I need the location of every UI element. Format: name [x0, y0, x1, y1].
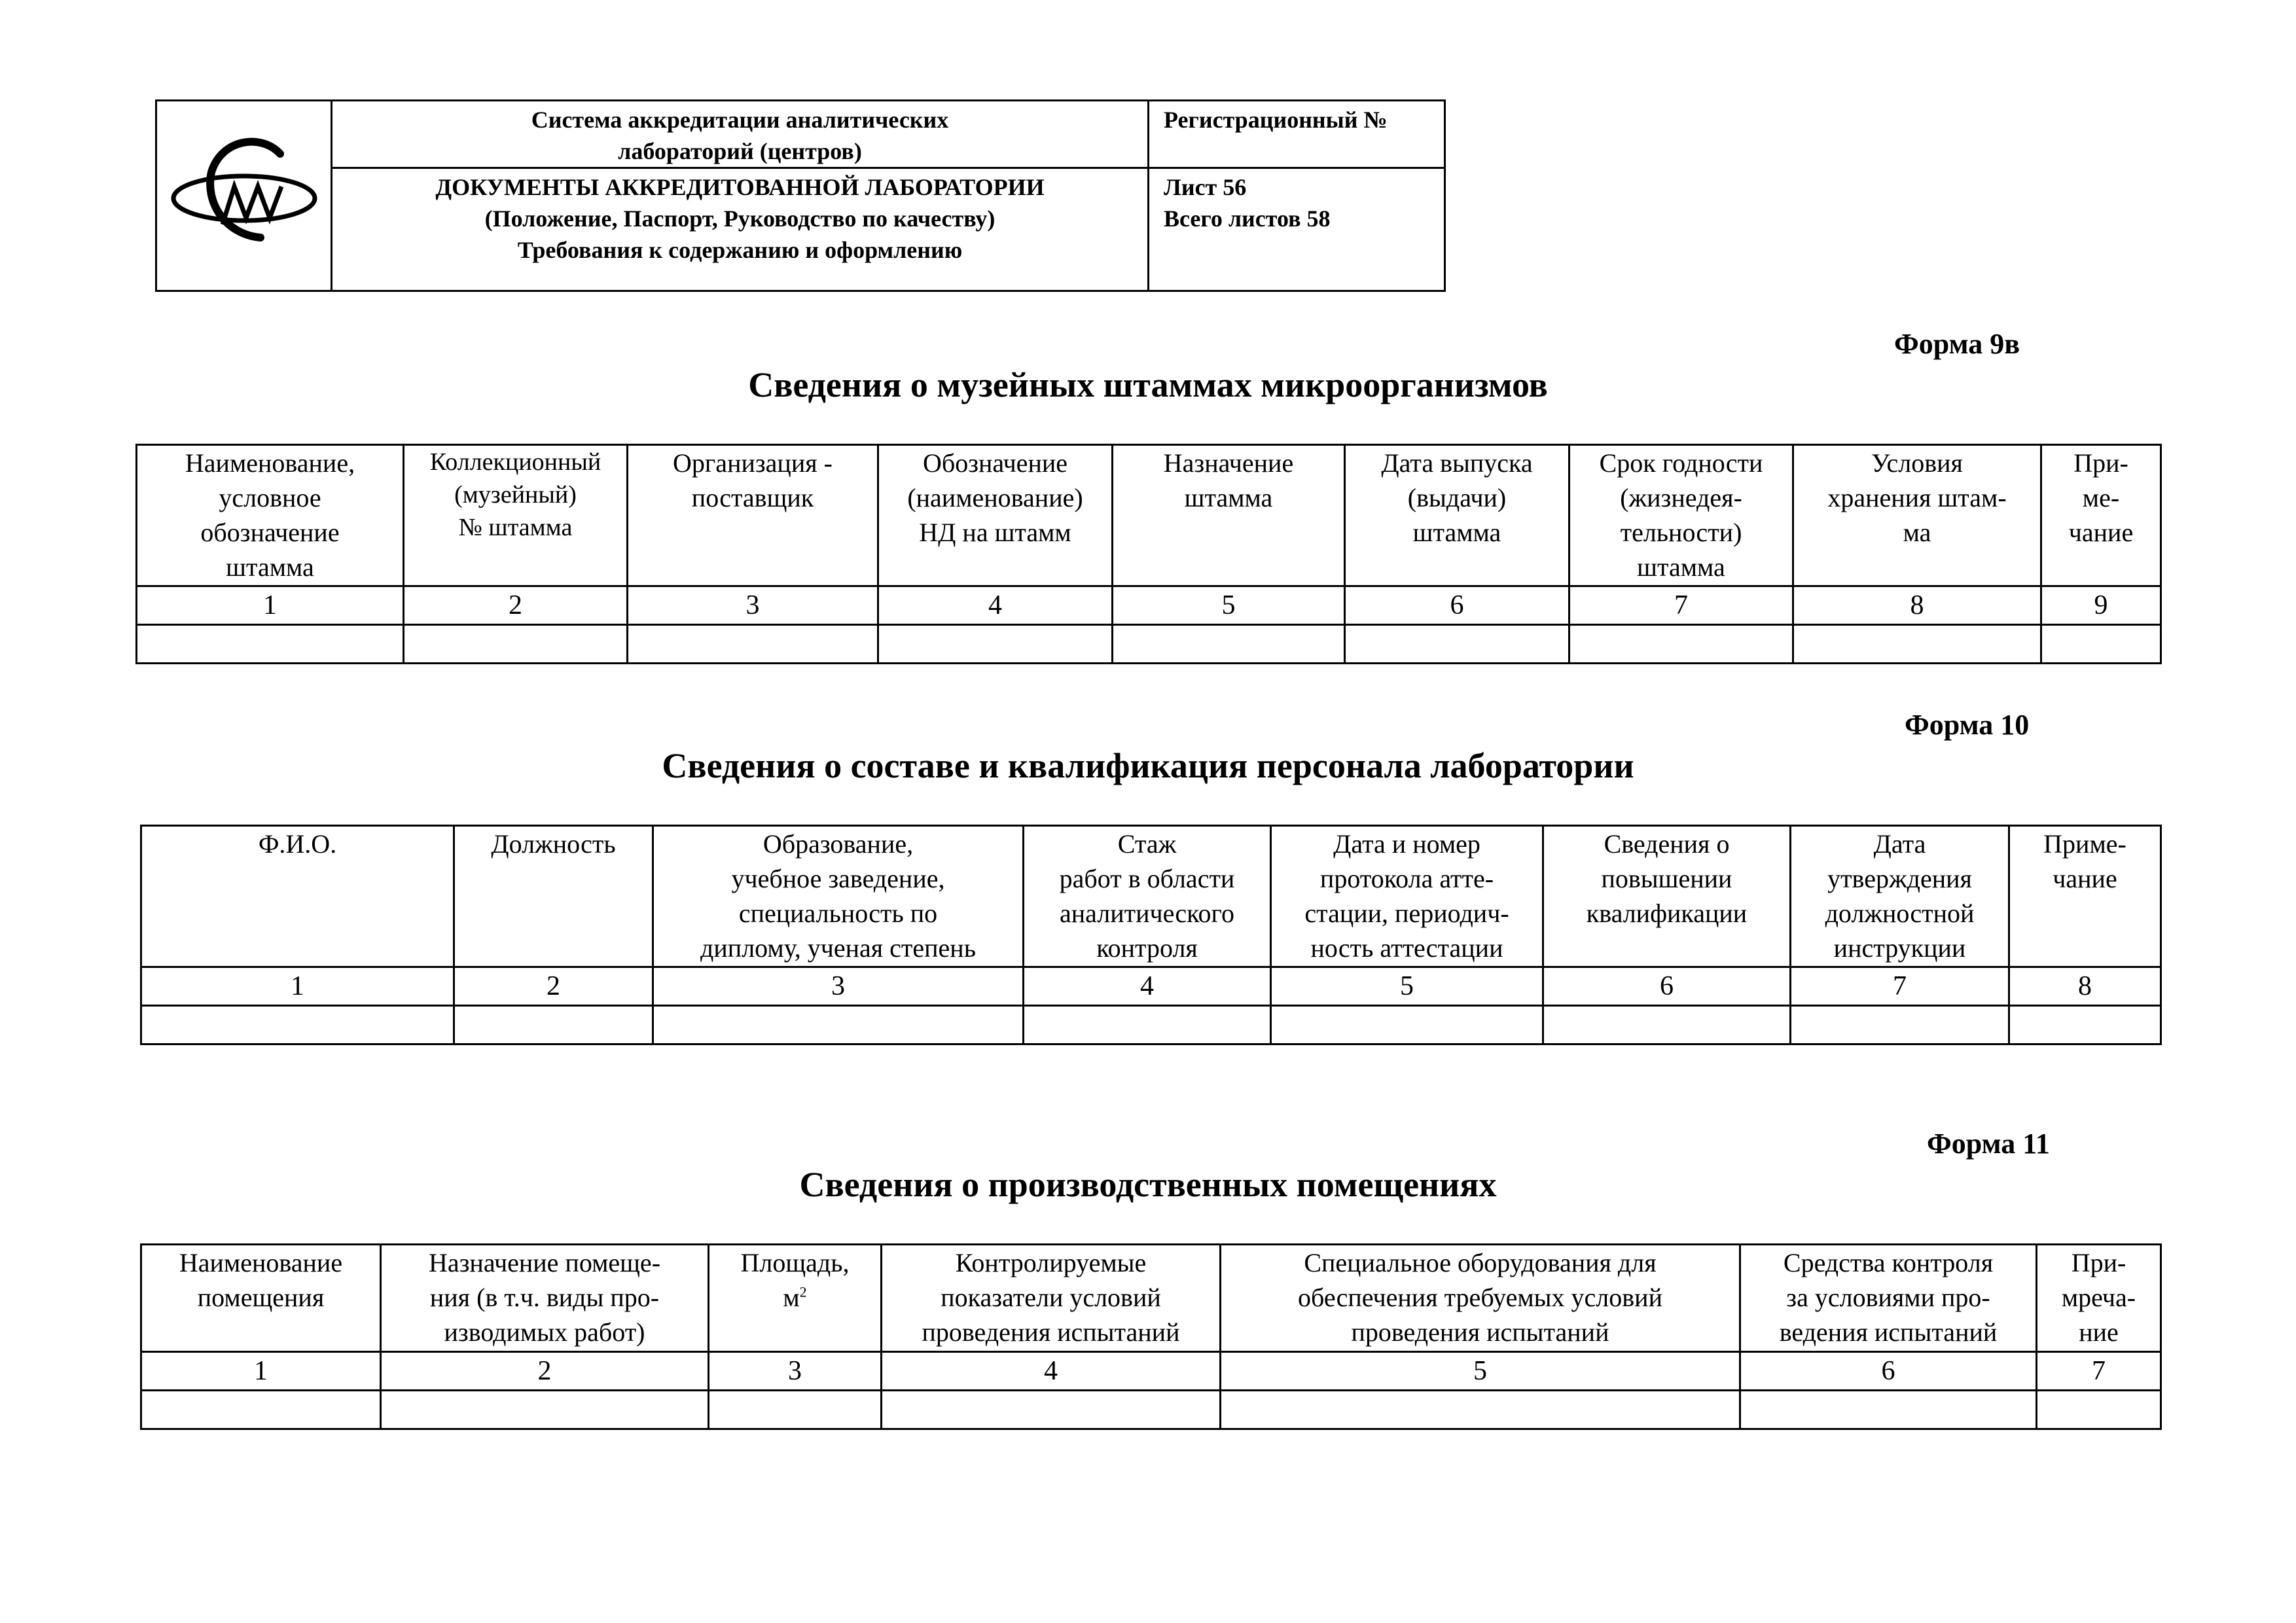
sheet-number: Лист 56: [1164, 174, 1247, 200]
column-header: [1221, 1245, 1740, 1352]
header-line: ние: [2079, 1317, 2119, 1347]
empty-cell: [1024, 1006, 1271, 1044]
header-line: чание: [2068, 518, 2134, 547]
column-number-row: [141, 1352, 2161, 1391]
header-line: тельности): [1620, 518, 1742, 547]
column-number: 3: [653, 967, 1024, 1006]
header-line: штамма: [226, 552, 314, 582]
form-10-table: [140, 825, 2162, 1045]
header-line: Ф.И.О.: [258, 829, 337, 859]
column-number: 5: [1113, 586, 1345, 625]
header-line: Наименование: [179, 1248, 343, 1277]
header-line: При-: [2073, 448, 2128, 478]
header-line: НД на штамм: [919, 518, 1071, 547]
column-number: 7: [1570, 586, 1793, 625]
column-number: 6: [1345, 586, 1570, 625]
header-stamp: [155, 99, 1446, 292]
form-9v-label: Форма 9в: [1894, 328, 2020, 360]
empty-cell: [878, 625, 1113, 664]
form-9v-table: [135, 444, 2162, 664]
table-header-row: [141, 826, 2161, 967]
empty-cell: [2037, 1391, 2161, 1429]
form-10-label: Форма 10: [1905, 709, 2030, 741]
column-header: [1791, 826, 2009, 967]
empty-data-row: [137, 625, 2161, 664]
header-line: Коллекционный: [429, 448, 601, 476]
document-title-line1: ДОКУМЕНТЫ АККРЕДИТОВАННОЙ ЛАБОРАТОРИИ: [435, 174, 1045, 200]
column-number: 3: [709, 1352, 882, 1391]
header-line: чание: [2053, 864, 2117, 893]
registration-label: Регистрационный №: [1164, 107, 1388, 133]
header-line: штамма: [1184, 483, 1273, 512]
empty-data-row: [141, 1006, 2161, 1044]
header-line: поставщик: [691, 483, 814, 512]
column-header: [381, 1245, 709, 1352]
column-number: 4: [882, 1352, 1221, 1391]
area-unit: м: [783, 1283, 800, 1312]
column-number: 4: [1024, 967, 1271, 1006]
header-line: Контролируемые: [955, 1248, 1147, 1277]
header-line: диплому, ученая степень: [700, 933, 976, 963]
empty-cell: [454, 1006, 653, 1044]
sheet-info-cell: [1149, 168, 1445, 291]
document-title-line2: (Положение, Паспорт, Руководство по качеству): [484, 205, 996, 232]
document-title-cell: [332, 168, 1149, 291]
header-line: При-: [2071, 1248, 2126, 1277]
document-title-line3: Требования к содержанию и оформлению: [517, 237, 963, 263]
header-line: условное: [219, 483, 321, 512]
form-11-table: [140, 1243, 2162, 1430]
column-header: [653, 826, 1024, 967]
column-number: 2: [454, 967, 653, 1006]
header-line: (жизнедея-: [1620, 483, 1742, 512]
header-line: штамма: [1412, 518, 1501, 547]
column-header: [1345, 445, 1570, 586]
empty-data-row: [141, 1391, 2161, 1429]
header-line: Срок годности: [1599, 448, 1763, 478]
header-line: Обозначение: [922, 448, 1068, 478]
header-line: Дата и номер: [1333, 829, 1480, 859]
column-number: 1: [141, 1352, 381, 1391]
column-number: 5: [1221, 1352, 1740, 1391]
table-header-row: [141, 1245, 2161, 1352]
column-number-row: [141, 967, 2161, 1006]
empty-cell: [709, 1391, 882, 1429]
header-line: аналитического: [1060, 899, 1234, 928]
header-line: Условия: [1871, 448, 1963, 478]
column-header: [1570, 445, 1793, 586]
column-header: [141, 1245, 381, 1352]
logo-cell: [156, 101, 332, 291]
column-header: [404, 445, 628, 586]
header-line: (выдачи): [1407, 483, 1507, 512]
header-line: протокола атте-: [1319, 864, 1494, 893]
header-line: проведения испытаний: [922, 1317, 1180, 1347]
header-line: Дата выпуска: [1381, 448, 1533, 478]
column-number: 6: [1740, 1352, 2037, 1391]
header-line: Стаж: [1117, 829, 1177, 859]
empty-cell: [1345, 625, 1570, 664]
column-header: [1793, 445, 2041, 586]
header-line: работ в области: [1059, 864, 1235, 893]
column-header: [882, 1245, 1221, 1352]
header-line: ме-: [2082, 483, 2120, 512]
header-line: обозначение: [200, 518, 340, 547]
column-header: [141, 826, 454, 967]
header-line: стации, периодич-: [1304, 899, 1509, 928]
empty-cell: [1791, 1006, 2009, 1044]
header-line: (наименование): [907, 483, 1083, 512]
empty-cell: [1793, 625, 2041, 664]
empty-cell: [137, 625, 404, 664]
header-line: Приме-: [2043, 829, 2126, 859]
header-line: Должность: [491, 829, 616, 859]
header-line: № штамма: [458, 514, 573, 541]
header-line: (музейный): [454, 481, 577, 508]
form-10-title: Сведения о составе и квалификация персонала лаборатории: [662, 746, 1634, 785]
header-line: [709, 1280, 880, 1315]
empty-cell: [2009, 1006, 2161, 1044]
column-header: [1543, 826, 1791, 967]
header-line: Средства контроля: [1783, 1248, 1994, 1277]
header-line: Организация -: [673, 448, 833, 478]
header-line: изводимых работ): [444, 1317, 645, 1347]
empty-cell: [882, 1391, 1221, 1429]
empty-cell: [2041, 625, 2161, 664]
empty-cell: [653, 1006, 1024, 1044]
column-number: 5: [1271, 967, 1543, 1006]
empty-cell: [1271, 1006, 1543, 1044]
column-header: [137, 445, 404, 586]
column-header: [628, 445, 878, 586]
empty-cell: [1113, 625, 1345, 664]
column-header: [2009, 826, 2161, 967]
table-header-row: [137, 445, 2161, 586]
column-number: 9: [2041, 586, 2161, 625]
column-number: 6: [1543, 967, 1791, 1006]
column-number: 1: [141, 967, 454, 1006]
column-number: 2: [381, 1352, 709, 1391]
header-line: должностной: [1825, 899, 1975, 928]
header-line: Назначение помеще-: [428, 1248, 661, 1277]
header-line: Наименование,: [185, 448, 355, 478]
header-line: мреча-: [2061, 1283, 2136, 1312]
column-number-row: [137, 586, 2161, 625]
area-unit-superscript: 2: [799, 1283, 807, 1300]
empty-cell: [1740, 1391, 2037, 1429]
header-line: Специальное оборудования для: [1304, 1248, 1657, 1277]
header-line: инструкции: [1833, 933, 1966, 963]
header-line: ния (в т.ч. виды про-: [429, 1283, 660, 1312]
header-line: Площадь,: [740, 1248, 850, 1277]
header-line: повышении: [1601, 864, 1732, 893]
empty-cell: [141, 1006, 454, 1044]
header-line: за условиями про-: [1786, 1283, 1990, 1312]
column-number: 4: [878, 586, 1113, 625]
header-line: квалификации: [1586, 899, 1748, 928]
system-title-cell: [332, 101, 1149, 168]
header-line: Сведения о: [1604, 829, 1730, 859]
column-number: 1: [137, 586, 404, 625]
column-header: [1113, 445, 1345, 586]
empty-cell: [381, 1391, 709, 1429]
accreditation-logo: [169, 126, 319, 257]
header-line: проведения испытаний: [1351, 1317, 1609, 1347]
header-line: хранения штам-: [1827, 483, 2007, 512]
column-number: 8: [1793, 586, 2041, 625]
header-line: Дата: [1873, 829, 1926, 859]
column-header: [709, 1245, 882, 1352]
form-9v-title: Сведения о музейных штаммах микроорганизмов: [748, 365, 1548, 404]
column-header: [1024, 826, 1271, 967]
header-line: Назначение: [1163, 448, 1294, 478]
registration-cell: [1149, 101, 1445, 168]
header-line: ма: [1903, 518, 1931, 547]
column-header: [878, 445, 1113, 586]
column-number: 2: [404, 586, 628, 625]
header-line: штамма: [1637, 552, 1725, 582]
total-sheets: Всего листов 58: [1164, 205, 1331, 232]
system-title-line2: лабораторий (центров): [618, 138, 862, 164]
header-line: ность аттестации: [1310, 933, 1503, 963]
empty-cell: [1543, 1006, 1791, 1044]
header-line: контроля: [1096, 933, 1198, 963]
column-number: 7: [2037, 1352, 2161, 1391]
header-line: специальность по: [738, 899, 938, 928]
column-header: [2041, 445, 2161, 586]
header-line: учебное заведение,: [731, 864, 945, 893]
column-number: 3: [628, 586, 878, 625]
column-number: 8: [2009, 967, 2161, 1006]
header-line: показатели условий: [941, 1283, 1161, 1312]
header-line: утверждения: [1827, 864, 1972, 893]
column-header: [1271, 826, 1543, 967]
empty-cell: [628, 625, 878, 664]
empty-cell: [1221, 1391, 1740, 1429]
column-header: [2037, 1245, 2161, 1352]
system-title-line1: Система аккредитации аналитических: [531, 107, 949, 133]
form-11-label: Форма 11: [1927, 1128, 2050, 1160]
column-header: [1740, 1245, 2037, 1352]
header-line: ведения испытаний: [1779, 1317, 1998, 1347]
header-line: помещения: [197, 1283, 325, 1312]
header-line: обеспечения требуемых условий: [1298, 1283, 1662, 1312]
empty-cell: [1570, 625, 1793, 664]
empty-cell: [141, 1391, 381, 1429]
empty-cell: [404, 625, 628, 664]
column-header: [454, 826, 653, 967]
form-11-title: Сведения о производственных помещениях: [799, 1165, 1497, 1204]
header-line: Образование,: [762, 829, 914, 859]
column-number: 7: [1791, 967, 2009, 1006]
